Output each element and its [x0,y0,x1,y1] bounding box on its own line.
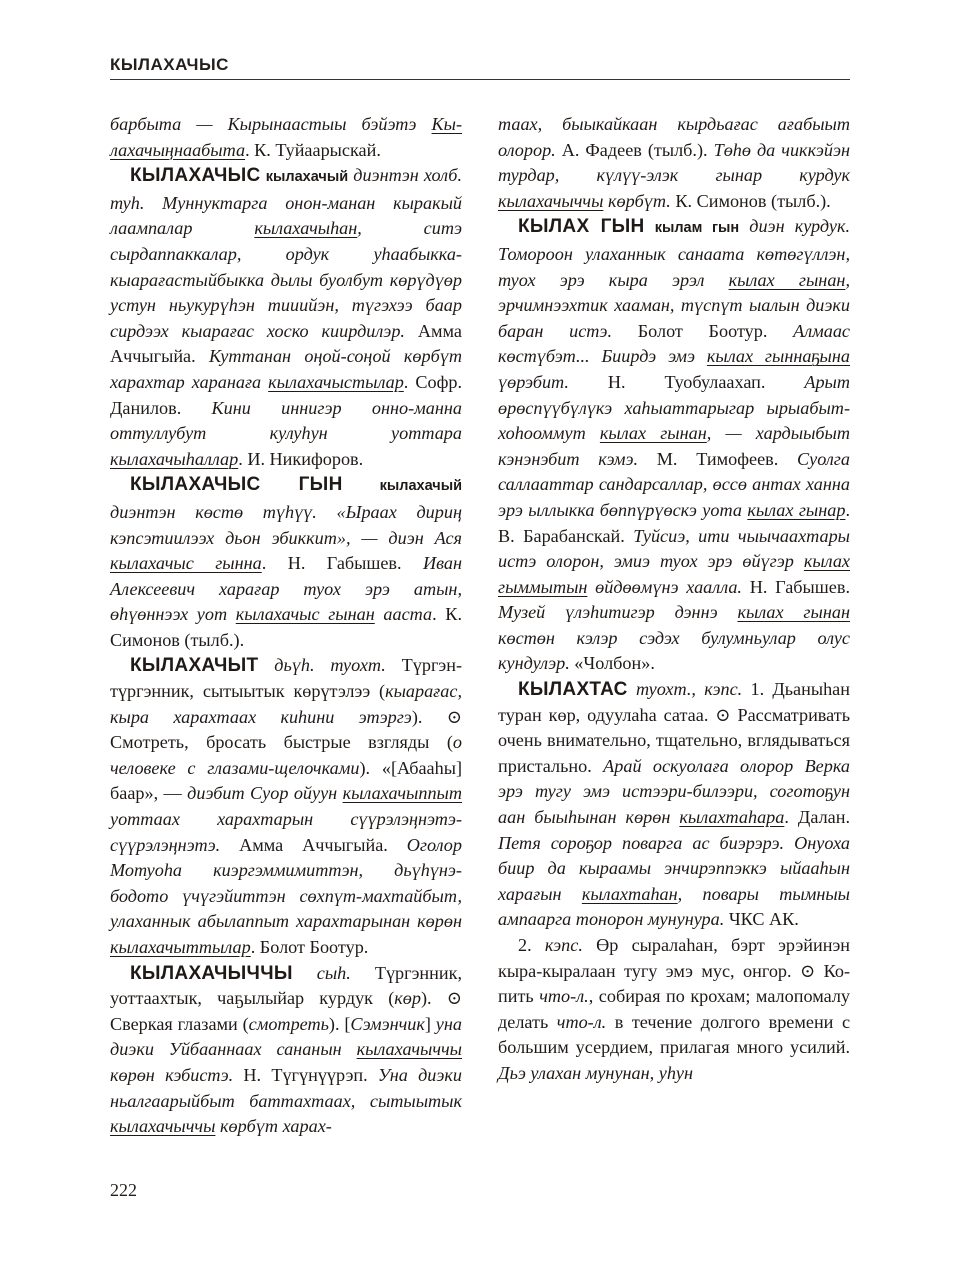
text-run: көр [394,988,421,1009]
text-run: ). «[Абааһы] баар», — [110,757,462,804]
example-headword [343,783,462,803]
text-run: . К. Туйаарыскай. [245,139,381,160]
headword: КЫЛАХАЧЫТ [130,655,259,677]
text-run: ). [ [328,1013,351,1034]
text-run: ). ⊙ Сверкая глазами ( [110,988,462,1034]
text-run: үөрэбит. [498,371,569,392]
underline: кылахачыһаллар [110,448,239,469]
text-run: ). ⊙ Смотреть, бросать быстрые взгляды ( [110,706,462,753]
text-run: ЧКС АК. [724,909,799,930]
underline: кылахачыс гынан [235,604,375,625]
text-run: Н. Туобулаахап. [568,371,805,392]
text-run: 2. [518,935,545,955]
underline: кылах гынан [737,602,850,623]
text-run: . В. Барабанскай. [498,499,850,546]
text-run: Өр сыралаһан, бэрт эрэйинэн кыра-кыралаан тугу эмэ мус, онгор. ⊙ Копить [498,935,851,1007]
page-number: 222 [110,1180,137,1200]
text-run: Музей үлэһитигэр дэннэ [498,602,738,623]
headword: КЫЛАХАЧЫС [130,165,261,187]
text-run: что-л. [539,986,589,1007]
text-run: туохт., кэпс. [627,679,743,700]
text-run: , — хардыыбыт кэнэнэбит кэмэ. [498,423,850,469]
text-run: сыһ. [292,962,351,983]
text-run [645,216,655,236]
right-paragraph [498,933,850,1087]
text-run: Арай оскуолаға олорор Верка эрэ тугу эмэ истээри-билээри, соготоҕун аан быыһынан көрөн [498,755,851,828]
text-run: . Болот Боотур. [250,937,369,957]
text-run: Төһө да чиккэйэн турдар, күлүү-элэк гынар курдук [498,139,850,186]
text-run: что-л. [556,1011,607,1032]
text-run: 1. Дьаныһан туран көр, одуулаһа сатаа. ⊙ Рассматривать очень внимательно, тщательно, вглядываться пристально. [498,679,850,776]
text-run: А. Фадеев (тылб.). [555,139,714,160]
underline: кылахачыччы [498,190,604,211]
example-headword [600,423,707,443]
text-run: диэнтэн көстө түһүү. «Ыраах дириң кэпсэтиилээх дьон эбиккит», — диэн Ася [110,501,462,548]
text-run: Туйсиэ, ити чыычаахтары истэ олорон, эмиэ туох эрэ өйүгэр [498,525,851,572]
left-paragraph [110,163,462,472]
example-headword [707,346,850,366]
headword-root: кылам гын [654,220,740,237]
example-headword [357,1039,462,1059]
text-run: Н. Габышев. [741,576,850,597]
underline: Кылахачыңнаабыта [110,114,462,160]
underline: кылахачыттылар [110,937,251,957]
text-run: дьүһ. туохт. [258,655,386,676]
left-paragraph [110,961,462,1140]
underline: кылахачыһан [254,218,358,239]
text-run: Кини иннигэр онно-манна оттуллубут кулуһун уоттара [110,397,462,444]
text-run: , собирая по крохам; малопомалу делать [498,986,850,1032]
example-headword [729,270,846,290]
right-paragraph [498,677,850,933]
text-run: барбыта — Кырынаастыы бэйэтэ [110,114,432,134]
text-run: . Н. Габышев. [261,553,423,574]
text-run: . И. Никифоров. [238,448,364,469]
text-run: Оголор Мотуоһа киэргэммимиттэн, дьүһүнэ-бодото үчүгэйиттэн сөхпүт-махтайбыт, улаханнык абылаппыт харахтарынан көрөн [110,834,462,932]
text-run: ааста [374,604,433,625]
headword: КЫЛАХТАС [518,679,628,701]
text-run [343,474,380,494]
text-run: о человеке с глазами-щелочками [110,732,462,778]
headword: КЫЛАХ ГЫН [518,216,645,238]
text-run: көрбүт харах- [215,1116,332,1137]
headword: КЫЛАХАЧЫС ГЫН [130,474,343,496]
example-headword [737,602,850,622]
text-run: диэбит Суор ойуун [187,783,343,804]
text-run: смотреть [248,1013,329,1034]
underline: кылах гынан [599,423,707,444]
text-run: ] [424,1013,436,1034]
example-headword [747,500,845,520]
underline: кылахтаһара [679,807,785,828]
underline: кылах гыммытын [498,551,850,597]
header-rule [110,79,850,80]
underline: кылах гынар [747,499,846,520]
text-run: көрөн кэбистэ. [110,1064,234,1085]
underline: кылахачыччы [110,1116,216,1137]
underline: кылахачыс гынна [110,553,262,574]
example-headword [582,884,678,904]
text-run: Куттанан оңой-соңой көрбүт харахтар харанаға [110,346,462,392]
text-run: Н. Түгүнүүрэп. [233,1064,378,1085]
text-run: Уна диэки ньалгаарыйбыт баттахтаах, сытыытык [110,1064,462,1111]
text-run: Амма Аччыгыйа. [110,320,462,367]
example-headword [236,604,375,624]
text-run: Болот Боотур. [612,320,794,341]
example-headword [498,191,603,211]
text-run: , эрчимнээхтик хааман, түспүт ыалын диэки баран истэ. [498,269,850,341]
left-paragraph [110,472,462,653]
example-headword [110,449,238,469]
text-run: . Софр. Данилов. [110,371,462,418]
text-run: өйдөөмүнэ хаалла. [587,576,742,597]
example-headword [110,1116,215,1136]
text-run: көрбүт. [603,190,671,211]
example-headword [110,553,262,573]
example-headword [254,218,357,238]
headword: КЫЛАХАЧЫЧЧЫ [130,962,293,984]
underline: кылахачыстылар [268,371,404,392]
text-run: көстөн кэлэр сэдэх булумньулар олус кундулэр. [498,627,850,674]
text-run: «Чолбон». [569,653,655,674]
text-run: Амма Аччыгыйа. [220,834,407,855]
left-paragraph [110,653,462,960]
text-run: уна диэки Уйбааннаах сананын [110,1013,462,1060]
text-run: Суолга саллааттар сандарсаллар, өссө антах ханна эрэ ыллыкка бөппүрүөскэ уота [498,448,850,520]
text-run: уоттаах харахтарын сүүрэлэңнэтэ-сүүрэлэңнэтэ. [110,809,462,855]
underline: кылахачыччы [356,1039,462,1060]
headword-root: кылахачый [265,169,349,186]
left-column [110,112,462,1140]
text-run: Дьэ улахан мунунан, уһун [498,1062,694,1083]
text-run: диэн курдук. Томороон улаханнык санаата көтөгүллэн, туох эрэ кыра эрэл [498,216,851,290]
underline: кылахачыппыт [342,783,462,804]
text-run: Түргэнник, уоттаахтык, чаҕылыйар курдук ( [110,962,462,1009]
text-run: Түргэн-түргэнник, сытыытык көрүтэлээ ( [110,655,462,702]
right-paragraph [498,112,850,214]
text-run: таах, быыкайкаан кырдьағас ағабыыт олорор. [498,114,850,160]
text-run: в течение долгого времени с большим усердием, прилагая много усилий. [498,1011,851,1058]
text-run: . К. Симонов (тылб.). [110,604,462,650]
text-run: М. Тимофеев. [638,448,798,469]
text-run: . Далан. [784,807,850,828]
example-headword [268,372,404,392]
underline: кылах гыннаҕына [706,346,850,367]
text-run: , ситэ сырдаппаккалар, ордук уһаабыкка-кыарағастыйбыкка дылы буолбут көрүдүөр устун ньукурүһэн тииийэн, түгэхээ баар сирдээх кыарағас хоско киирдилэр. [110,218,462,341]
text-run: Иван Алексеевич харағар туох эрэ атын, өһүөннээх уот [110,553,462,625]
text-run: К. Симонов (тылб.). [670,190,831,211]
text-run: диэнтэн холб. туһ. Муннуктарга онон-манан кыракый лаампалар [110,165,463,239]
example-headword [679,807,784,827]
text-run: Сэмэнчик [350,1013,425,1034]
headword-root: кылахачый [379,478,462,495]
running-header: КЫЛАХАЧЫС [110,55,229,74]
text-run: кыарағас, кыра харахтаах киһини этэргэ [110,681,462,727]
left-paragraph [110,112,462,163]
text-run: Петя сороҕор поварга ас биэрэрэ. Онуоха биир да кыраамы энчирэппэккэ ыйааһын харағын [498,832,850,904]
text-run: Алмаас көстүбэт... Биирдэ эмэ [498,320,850,367]
underline: кылахтаһан [581,883,678,904]
underline: кылах гынан [728,269,846,290]
text-run: кэпс. [544,935,583,955]
text-run: , повары тымныы ампаарга тонорон мунунура. [498,883,850,930]
text-run: Арыт өрөспүүбүлүкэ хаһыаттарыгар ырыабыт-хоһооммут [498,371,850,444]
example-headword [110,937,251,957]
right-column [498,112,850,1087]
right-paragraph [498,214,850,677]
